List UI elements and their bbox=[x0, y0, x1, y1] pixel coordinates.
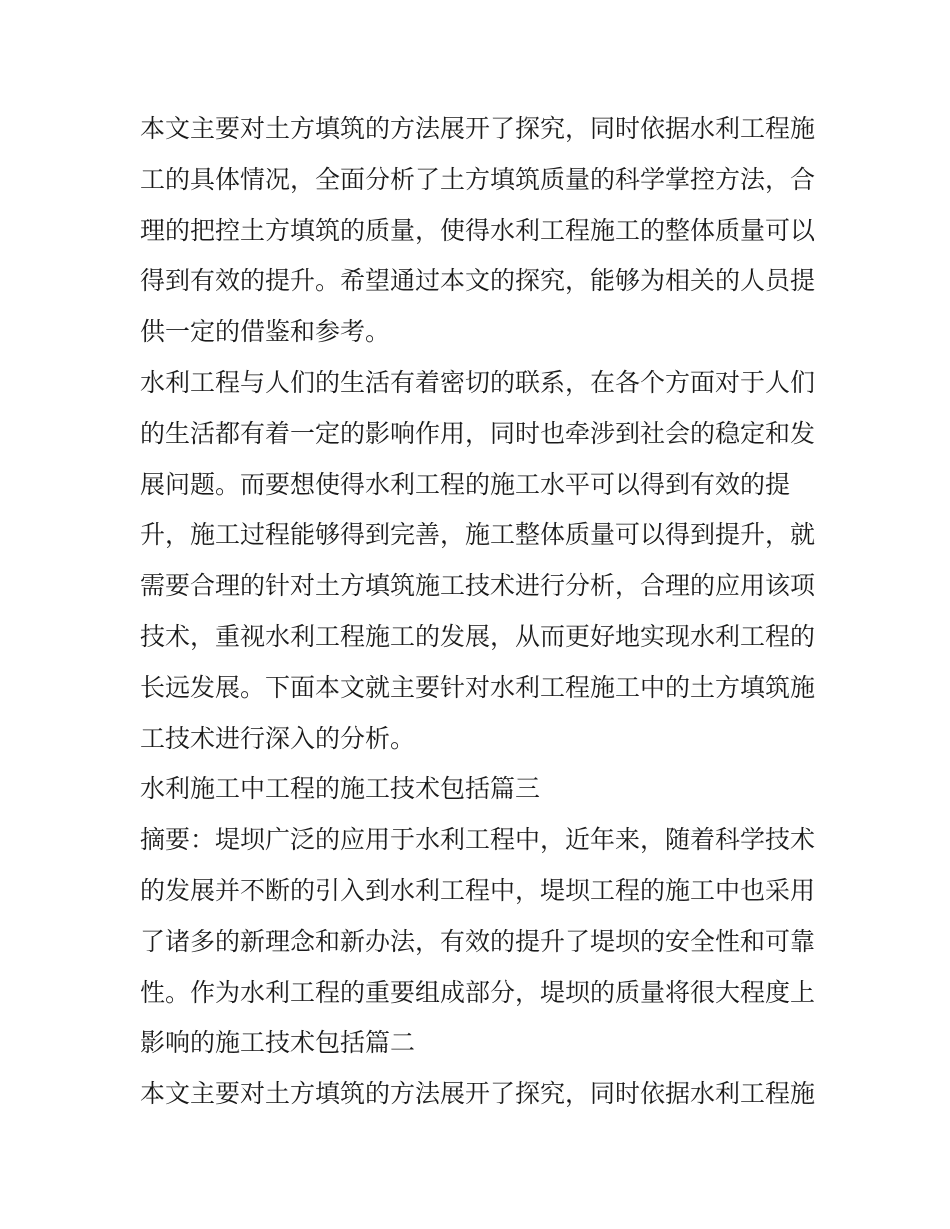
document-body bbox=[140, 104, 816, 1120]
text-line-2: 工的具体情况，全面分析了土方填筑质量的科学掌控方法，合 bbox=[140, 164, 816, 194]
text-line-16: 的发展并不断的引入到水利工程中，堤坝工程的施工中也采用 bbox=[140, 875, 816, 905]
text-line-6: 水利工程与人们的生活有着密切的联系，在各个方面对于人们 bbox=[140, 367, 816, 397]
text-line-7: 的生活都有着一定的影响作用，同时也牵涉到社会的稳定和发 bbox=[140, 418, 816, 448]
text-line-20: 本文主要对土方填筑的方法展开了探究，同时依据水利工程施 bbox=[140, 1079, 816, 1109]
text-line-5: 供一定的借鉴和参考。 bbox=[140, 317, 391, 347]
text-line-4: 得到有效的提升。希望通过本文的探究，能够为相关的人员提 bbox=[140, 266, 816, 296]
text-line-11: 技术，重视水利工程施工的发展，从而更好地实现水利工程的 bbox=[140, 621, 816, 651]
text-line-13: 工技术进行深入的分析。 bbox=[140, 723, 416, 753]
text-line-1: 本文主要对土方填筑的方法展开了探究，同时依据水利工程施 bbox=[140, 114, 816, 143]
text-line-9: 升，施工过程能够得到完善，施工整体质量可以得到提升，就 bbox=[140, 520, 816, 550]
text-line-8: 展问题。而要想使得水利工程的施工水平可以得到有效的提 bbox=[140, 469, 791, 499]
text-line-3: 理的把控土方填筑的质量，使得水利工程施工的整体质量可以 bbox=[140, 215, 816, 245]
text-line-19: 影响的施工技术包括篇二 bbox=[140, 1028, 416, 1058]
text-line-18: 性。作为水利工程的重要组成部分，堤坝的质量将很大程度上 bbox=[140, 977, 816, 1007]
text-line-17: 了诸多的新理念和新办法，有效的提升了堤坝的安全性和可靠 bbox=[140, 926, 816, 956]
text-line-10: 需要合理的针对土方填筑施工技术进行分析，合理的应用该项 bbox=[140, 571, 816, 601]
text-line-15: 摘要：堤坝广泛的应用于水利工程中，近年来，随着科学技术 bbox=[140, 825, 816, 855]
section-heading: 水利施工中工程的施工技术包括篇三 bbox=[140, 774, 541, 804]
text-line-12: 长远发展。下面本文就主要针对水利工程施工中的土方填筑施 bbox=[140, 672, 816, 702]
